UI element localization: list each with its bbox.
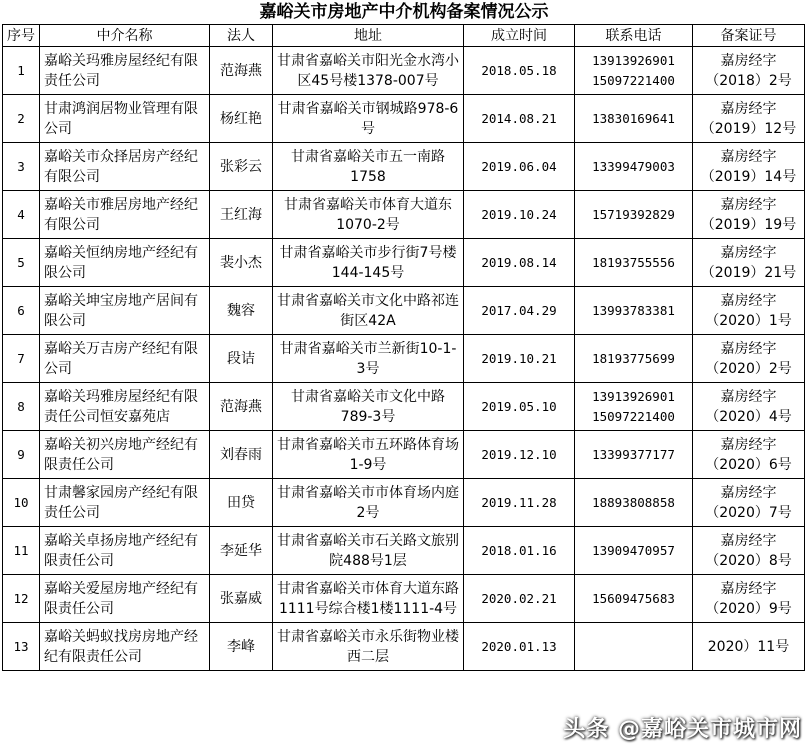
registry-table	[2, 24, 805, 671]
page-title: 嘉峪关市房地产中介机构备案情况公示	[259, 2, 549, 22]
cell-tel: 15609475683	[575, 575, 693, 623]
cell-name: 嘉峪关玛雅房屋经纪有限责任公司恒安嘉苑店	[40, 383, 210, 431]
cell-name: 嘉峪关玛雅房屋经纪有限责任公司	[40, 47, 210, 95]
cell-rep: 裴小杰	[210, 239, 273, 287]
cell-cert: 嘉房经字（2020）1号	[693, 287, 805, 335]
cell-no: 9	[3, 431, 40, 479]
cell-date: 2018.05.18	[464, 47, 575, 95]
cell-name: 嘉峪关坤宝房地产居间有限公司	[40, 287, 210, 335]
cell-date: 2020.02.21	[464, 575, 575, 623]
cell-addr: 甘肃省嘉峪关市市体育场内庭2号	[273, 479, 464, 527]
header-tel: 联系电话	[575, 25, 693, 47]
header-addr: 地址	[273, 25, 464, 47]
cell-date: 2020.01.13	[464, 623, 575, 671]
cell-no: 5	[3, 239, 40, 287]
cell-cert: 2020）11号	[693, 623, 805, 671]
cell-tel: 13830169641	[575, 95, 693, 143]
cell-cert: 嘉房经字（2019）19号	[693, 191, 805, 239]
cell-cert: 嘉房经字（2020）2号	[693, 335, 805, 383]
cell-rep: 李峰	[210, 623, 273, 671]
cell-addr: 甘肃省嘉峪关市体育大道东路1111号综合楼1楼1111-4号	[273, 575, 464, 623]
cell-no: 1	[3, 47, 40, 95]
cell-tel	[575, 623, 693, 671]
cell-name: 嘉峪关爱屋房地产经纪有限责任公司	[40, 575, 210, 623]
cell-cert: 嘉房经字（2020）9号	[693, 575, 805, 623]
cell-date: 2017.04.29	[464, 287, 575, 335]
cell-rep: 魏容	[210, 287, 273, 335]
cell-addr: 甘肃省嘉峪关市五环路体育场1-9号	[273, 431, 464, 479]
header-row	[3, 25, 805, 47]
table-row	[3, 47, 805, 95]
cell-no: 6	[3, 287, 40, 335]
cell-rep: 李延华	[210, 527, 273, 575]
table-row	[3, 383, 805, 431]
cell-rep: 段诘	[210, 335, 273, 383]
cell-name: 嘉峪关卓扬房地产经纪有限责任公司	[40, 527, 210, 575]
cell-addr: 甘肃省嘉峪关市文化中路789-3号	[273, 383, 464, 431]
cell-cert: 嘉房经字（2019）21号	[693, 239, 805, 287]
cell-date: 2019.05.10	[464, 383, 575, 431]
cell-addr: 甘肃省嘉峪关市兰新街10-1-3号	[273, 335, 464, 383]
cell-rep: 杨红艳	[210, 95, 273, 143]
cell-date: 2018.01.16	[464, 527, 575, 575]
cell-addr: 甘肃省嘉峪关市阳光金水湾小区45号楼1378-007号	[273, 47, 464, 95]
cell-rep: 范海燕	[210, 47, 273, 95]
cell-name: 甘肃鸿润居物业管理有限公司	[40, 95, 210, 143]
cell-cert: 嘉房经字（2020）4号	[693, 383, 805, 431]
cell-tel: 13913926901 15097221400	[575, 47, 693, 95]
cell-cert: 嘉房经字（2019）12号	[693, 95, 805, 143]
cell-addr: 甘肃省嘉峪关市步行街7号楼144-145号	[273, 239, 464, 287]
cell-date: 2019.06.04	[464, 143, 575, 191]
table-row	[3, 527, 805, 575]
table-row	[3, 287, 805, 335]
cell-name: 嘉峪关初兴房地产经纪有限责任公司	[40, 431, 210, 479]
cell-name: 嘉峪关市众择居房产经纪有限公司	[40, 143, 210, 191]
cell-name: 嘉峪关蚂蚁找房房地产经纪有限责任公司	[40, 623, 210, 671]
cell-cert: 嘉房经字（2020）8号	[693, 527, 805, 575]
cell-rep: 张彩云	[210, 143, 273, 191]
cell-date: 2019.08.14	[464, 239, 575, 287]
cell-date: 2019.11.28	[464, 479, 575, 527]
cell-addr: 甘肃省嘉峪关市钢城路978-6号	[273, 95, 464, 143]
table-row	[3, 575, 805, 623]
cell-no: 4	[3, 191, 40, 239]
cell-tel: 18193755556	[575, 239, 693, 287]
cell-tel: 13913926901 15097221400	[575, 383, 693, 431]
table-row	[3, 623, 805, 671]
cell-addr: 甘肃省嘉峪关市体育大道东1070-2号	[273, 191, 464, 239]
cell-rep: 刘春雨	[210, 431, 273, 479]
cell-addr: 甘肃省嘉峪关市永乐街物业楼西二层	[273, 623, 464, 671]
cell-name: 嘉峪关万吉房产经纪有限公司	[40, 335, 210, 383]
cell-tel: 15719392829	[575, 191, 693, 239]
header-date: 成立时间	[464, 25, 575, 47]
cell-no: 13	[3, 623, 40, 671]
cell-name: 甘肃馨家园房产经纪有限责任公司	[40, 479, 210, 527]
table-row	[3, 335, 805, 383]
cell-tel: 18193775699	[575, 335, 693, 383]
table-row	[3, 143, 805, 191]
cell-tel: 13993783381	[575, 287, 693, 335]
cell-no: 2	[3, 95, 40, 143]
cell-tel: 13909470957	[575, 527, 693, 575]
cell-name: 嘉峪关市雅居房地产经纪有限公司	[40, 191, 210, 239]
table-row	[3, 479, 805, 527]
table-row	[3, 191, 805, 239]
cell-date: 2014.08.21	[464, 95, 575, 143]
cell-addr: 甘肃省嘉峪关市石关路文旅别院488号1层	[273, 527, 464, 575]
cell-rep: 张嘉威	[210, 575, 273, 623]
cell-addr: 甘肃省嘉峪关市文化中路祁连街区42A	[273, 287, 464, 335]
cell-addr: 甘肃省嘉峪关市五一南路1758	[273, 143, 464, 191]
header-no: 序号	[3, 25, 40, 47]
watermark: 头条 @嘉峪关市城市网	[563, 717, 802, 742]
cell-tel: 18893808858	[575, 479, 693, 527]
header-cert: 备案证号	[693, 25, 805, 47]
cell-cert: 嘉房经字（2019）14号	[693, 143, 805, 191]
cell-rep: 王红海	[210, 191, 273, 239]
cell-date: 2019.10.21	[464, 335, 575, 383]
cell-date: 2019.12.10	[464, 431, 575, 479]
cell-no: 7	[3, 335, 40, 383]
cell-cert: 嘉房经字（2018）2号	[693, 47, 805, 95]
cell-no: 11	[3, 527, 40, 575]
header-rep: 法人	[210, 25, 273, 47]
cell-date: 2019.10.24	[464, 191, 575, 239]
table-row	[3, 239, 805, 287]
cell-rep: 田贷	[210, 479, 273, 527]
cell-no: 10	[3, 479, 40, 527]
cell-cert: 嘉房经字（2020）7号	[693, 479, 805, 527]
cell-cert: 嘉房经字（2020）6号	[693, 431, 805, 479]
cell-rep: 范海燕	[210, 383, 273, 431]
header-name: 中介名称	[40, 25, 210, 47]
cell-name: 嘉峪关恒纳房地产经纪有限公司	[40, 239, 210, 287]
table-row	[3, 95, 805, 143]
cell-no: 3	[3, 143, 40, 191]
cell-no: 8	[3, 383, 40, 431]
cell-tel: 13399479003	[575, 143, 693, 191]
table-row	[3, 431, 805, 479]
cell-no: 12	[3, 575, 40, 623]
cell-tel: 13399377177	[575, 431, 693, 479]
